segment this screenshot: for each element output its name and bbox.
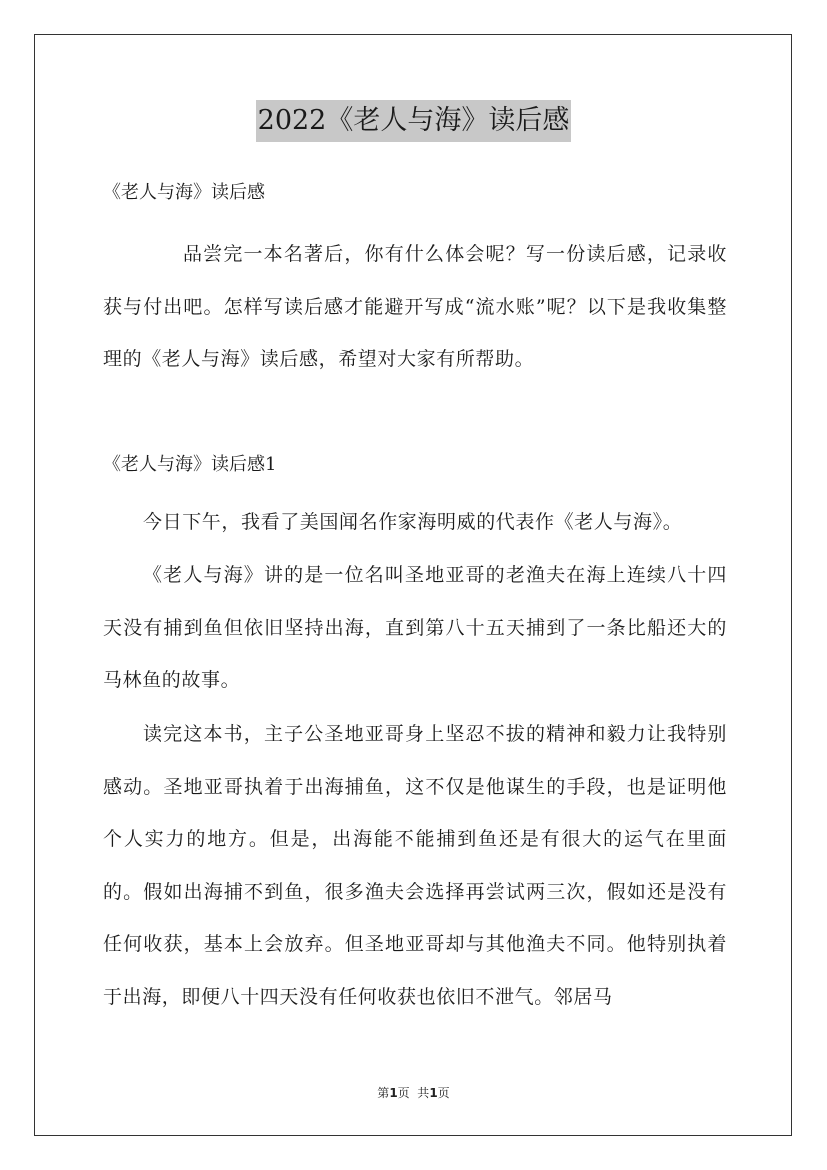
body-paragraph: 《老人与海》讲的是一位名叫圣地亚哥的老渔夫在海上连续八十四天没有捕到鱼但依旧坚持出海，直到第八十五天捕到了一条比船还大的马林鱼的故事。 [103,564,727,691]
footer-page-total: 1 [429,1086,438,1100]
document-title: 2022《老人与海》读后感 [256,100,572,142]
page-footer [0,1084,827,1101]
footer-page-current: 1 [389,1086,398,1100]
body-paragraph: 今日下午，我看了美国闻名作家海明威的代表作《老人与海》。 [143,511,683,533]
intro-paragraph: 品尝完一本名著后，你有什么体会呢？写一份读后感，记录收获与付出吧。怎样写读后感才能避开写成“流水账”呢？以下是我收集整理的《老人与海》读后感，希望对大家有所帮助。 [103,243,727,370]
title-container [0,100,827,142]
footer-page-mid: 页 共 [397,1086,430,1100]
footer-page-prefix: 第 [377,1086,390,1100]
body-paragraph: 读完这本书，主子公圣地亚哥身上坚忍不拔的精神和毅力让我特别感动。圣地亚哥执着于出海捕鱼，这不仅是他谋生的手段，也是证明他个人实力的地方。但是，出海能不能捕到鱼还是有很大的运气在里面的。假如出海捕不到鱼，很多渔夫会选择再尝试两三次，假如还是没有任何收获，基本上会放弃。但圣地亚哥却与其他渔夫不同。他特别执着于出海，即便八十四天没有任何收获也依旧不泄气。邻居马 [103,723,727,1008]
section-heading: 《老人与海》读后感1 [103,454,277,475]
footer-page-suffix: 页 [437,1086,450,1100]
intro-heading: 《老人与海》读后感 [103,182,265,203]
